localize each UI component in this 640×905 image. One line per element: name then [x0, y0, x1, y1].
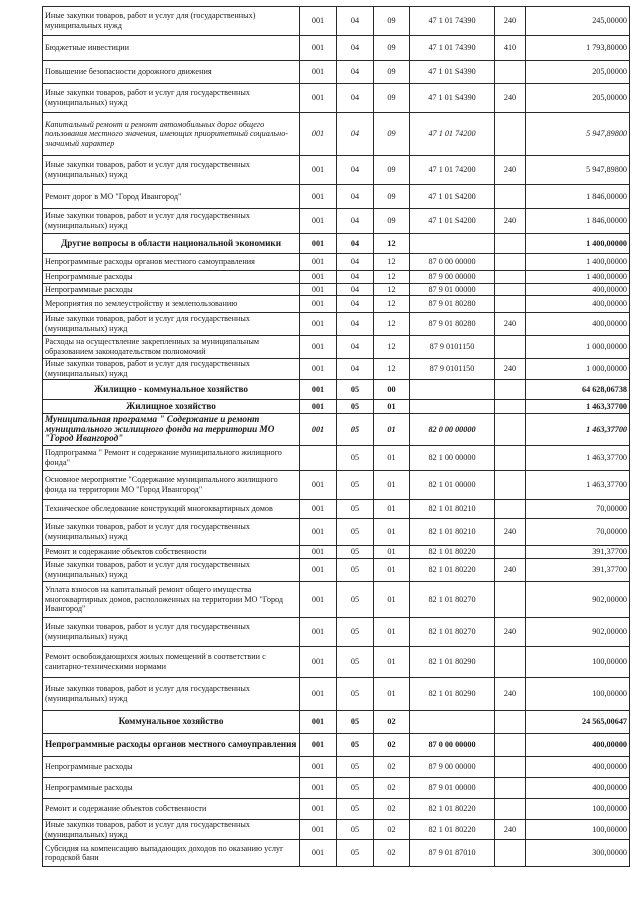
- row-target-article: 47 1 01 74200: [410, 113, 495, 156]
- row-expense-type: [495, 414, 526, 446]
- row-target-article: [410, 400, 495, 414]
- row-ved-code: 001: [300, 711, 337, 734]
- table-row: [43, 7, 630, 36]
- row-section-code: 04: [337, 271, 374, 284]
- row-section-code: 04: [337, 61, 374, 84]
- row-amount: 100,00000: [526, 799, 630, 820]
- row-name: Иные закупки товаров, работ и услуг для государственных (муниципальных) нужд: [43, 678, 300, 711]
- table-row: [43, 359, 630, 380]
- row-amount: 245,00000: [526, 7, 630, 36]
- row-name: Иные закупки товаров, работ и услуг для государственных (муниципальных) нужд: [43, 156, 300, 185]
- row-amount: 1 463,37700: [526, 471, 630, 500]
- row-ved-code: 001: [300, 582, 337, 618]
- row-section-code: 04: [337, 7, 374, 36]
- row-section-code: 05: [337, 546, 374, 559]
- row-amount: 1 463,37700: [526, 446, 630, 471]
- row-expense-type: [495, 185, 526, 209]
- row-expense-type: 240: [495, 559, 526, 582]
- table-row: [43, 799, 630, 820]
- row-ved-code: 001: [300, 113, 337, 156]
- row-subsection-code: 12: [374, 271, 410, 284]
- row-expense-type: 240: [495, 84, 526, 113]
- row-section-code: 04: [337, 359, 374, 380]
- row-name: Непрограммные расходы: [43, 284, 300, 296]
- row-amount: 1 400,00000: [526, 271, 630, 284]
- row-name: Жилищно - коммунальное хозяйство: [43, 380, 300, 400]
- row-expense-type: 240: [495, 678, 526, 711]
- row-subsection-code: 02: [374, 840, 410, 867]
- row-section-code: 04: [337, 113, 374, 156]
- row-ved-code: 001: [300, 36, 337, 61]
- row-ved-code: 001: [300, 647, 337, 678]
- row-target-article: 47 1 01 S4200: [410, 185, 495, 209]
- row-amount: 300,00000: [526, 840, 630, 867]
- row-subsection-code: 02: [374, 799, 410, 820]
- row-name: Иные закупки товаров, работ и услуг для государственных (муниципальных) нужд: [43, 84, 300, 113]
- row-expense-type: [495, 296, 526, 313]
- row-ved-code: 001: [300, 336, 337, 359]
- row-amount: 100,00000: [526, 678, 630, 711]
- row-target-article: 82 0 00 00000: [410, 414, 495, 446]
- row-subsection-code: 01: [374, 471, 410, 500]
- row-expense-type: [495, 113, 526, 156]
- row-section-code: 04: [337, 156, 374, 185]
- table-row: [43, 234, 630, 254]
- row-expense-type: [495, 234, 526, 254]
- row-section-code: 05: [337, 647, 374, 678]
- row-expense-type: 240: [495, 156, 526, 185]
- row-amount: 902,00000: [526, 618, 630, 647]
- row-target-article: 87 9 00 00000: [410, 271, 495, 284]
- row-amount: 1 846,00000: [526, 209, 630, 234]
- row-subsection-code: 12: [374, 254, 410, 271]
- row-target-article: 47 1 01 74390: [410, 7, 495, 36]
- row-amount: 400,00000: [526, 284, 630, 296]
- row-amount: 64 628,06738: [526, 380, 630, 400]
- row-ved-code: 001: [300, 471, 337, 500]
- row-section-code: 05: [337, 414, 374, 446]
- table-row: [43, 711, 630, 734]
- row-target-article: [410, 380, 495, 400]
- row-subsection-code: 01: [374, 546, 410, 559]
- row-section-code: 05: [337, 471, 374, 500]
- budget-table-body: [43, 7, 630, 867]
- row-expense-type: [495, 647, 526, 678]
- table-row: [43, 519, 630, 546]
- row-expense-type: [495, 757, 526, 778]
- row-name: Мероприятия по землеустройству и землепользованию: [43, 296, 300, 313]
- row-target-article: 87 9 01 80280: [410, 313, 495, 336]
- row-expense-type: [495, 500, 526, 519]
- row-target-article: 87 9 01 80280: [410, 296, 495, 313]
- row-name: Непрограммные расходы: [43, 778, 300, 799]
- row-expense-type: 240: [495, 618, 526, 647]
- row-subsection-code: 01: [374, 647, 410, 678]
- row-subsection-code: 02: [374, 757, 410, 778]
- row-expense-type: 240: [495, 359, 526, 380]
- table-row: [43, 380, 630, 400]
- row-amount: 1 400,00000: [526, 254, 630, 271]
- row-ved-code: 001: [300, 156, 337, 185]
- row-name: Иные закупки товаров, работ и услуг для государственных (муниципальных) нужд: [43, 559, 300, 582]
- row-section-code: 05: [337, 582, 374, 618]
- table-row: [43, 678, 630, 711]
- row-subsection-code: 01: [374, 559, 410, 582]
- row-subsection-code: 12: [374, 284, 410, 296]
- row-ved-code: 001: [300, 7, 337, 36]
- row-target-article: 82 1 01 80270: [410, 582, 495, 618]
- row-expense-type: [495, 711, 526, 734]
- table-row: [43, 61, 630, 84]
- row-subsection-code: 01: [374, 519, 410, 546]
- row-amount: 400,00000: [526, 757, 630, 778]
- row-subsection-code: 09: [374, 84, 410, 113]
- row-section-code: 05: [337, 618, 374, 647]
- row-expense-type: 240: [495, 820, 526, 840]
- row-section-code: 05: [337, 840, 374, 867]
- row-subsection-code: 09: [374, 113, 410, 156]
- row-amount: 5 947,89800: [526, 156, 630, 185]
- row-section-code: 04: [337, 234, 374, 254]
- row-amount: 205,00000: [526, 61, 630, 84]
- row-amount: 70,00000: [526, 500, 630, 519]
- table-row: [43, 500, 630, 519]
- row-name: Непрограммные расходы: [43, 271, 300, 284]
- row-amount: 100,00000: [526, 820, 630, 840]
- row-target-article: [410, 711, 495, 734]
- row-ved-code: 001: [300, 313, 337, 336]
- table-row: [43, 113, 630, 156]
- table-row: [43, 313, 630, 336]
- row-section-code: 05: [337, 500, 374, 519]
- row-subsection-code: 01: [374, 618, 410, 647]
- table-row: [43, 209, 630, 234]
- row-target-article: 87 9 0101150: [410, 336, 495, 359]
- row-target-article: 82 1 01 80220: [410, 799, 495, 820]
- row-expense-type: [495, 61, 526, 84]
- row-amount: 1 000,00000: [526, 336, 630, 359]
- row-subsection-code: 09: [374, 209, 410, 234]
- row-ved-code: 001: [300, 778, 337, 799]
- row-target-article: 82 1 01 00000: [410, 471, 495, 500]
- row-amount: 400,00000: [526, 778, 630, 799]
- row-target-article: [410, 234, 495, 254]
- row-expense-type: [495, 840, 526, 867]
- row-target-article: 82 1 01 80220: [410, 559, 495, 582]
- row-amount: 24 565,00647: [526, 711, 630, 734]
- row-subsection-code: 02: [374, 711, 410, 734]
- row-ved-code: 001: [300, 678, 337, 711]
- row-target-article: 47 1 01 74200: [410, 156, 495, 185]
- row-name: Коммунальное хозяйство: [43, 711, 300, 734]
- row-section-code: 04: [337, 313, 374, 336]
- row-ved-code: 001: [300, 209, 337, 234]
- table-row: [43, 618, 630, 647]
- row-expense-type: 410: [495, 36, 526, 61]
- row-ved-code: 001: [300, 618, 337, 647]
- row-name: Другие вопросы в области национальной экономики: [43, 234, 300, 254]
- row-subsection-code: 02: [374, 778, 410, 799]
- row-subsection-code: 01: [374, 446, 410, 471]
- row-name: Иные закупки товаров, работ и услуг для государственных (муниципальных) нужд: [43, 359, 300, 380]
- table-row: [43, 271, 630, 284]
- table-row: [43, 254, 630, 271]
- row-name: Непрограммные расходы органов местного самоуправления: [43, 734, 300, 757]
- row-expense-type: [495, 400, 526, 414]
- row-amount: 400,00000: [526, 734, 630, 757]
- row-subsection-code: 01: [374, 414, 410, 446]
- row-ved-code: 001: [300, 734, 337, 757]
- row-ved-code: 001: [300, 185, 337, 209]
- table-row: [43, 446, 630, 471]
- table-row: [43, 757, 630, 778]
- row-amount: 1 463,37700: [526, 400, 630, 414]
- row-subsection-code: 00: [374, 380, 410, 400]
- row-name: Повышение безопасности дорожного движения: [43, 61, 300, 84]
- row-target-article: 82 1 00 00000: [410, 446, 495, 471]
- row-ved-code: 001: [300, 61, 337, 84]
- table-row: [43, 84, 630, 113]
- table-row: [43, 284, 630, 296]
- row-subsection-code: 12: [374, 336, 410, 359]
- table-row: [43, 559, 630, 582]
- row-section-code: 05: [337, 400, 374, 414]
- row-expense-type: 240: [495, 209, 526, 234]
- row-target-article: 47 1 01 S4200: [410, 209, 495, 234]
- row-expense-type: [495, 254, 526, 271]
- row-subsection-code: 01: [374, 500, 410, 519]
- row-amount: 400,00000: [526, 296, 630, 313]
- row-section-code: 05: [337, 678, 374, 711]
- row-subsection-code: 02: [374, 734, 410, 757]
- row-target-article: 47 1 01 74390: [410, 36, 495, 61]
- row-ved-code: 001: [300, 296, 337, 313]
- row-expense-type: 240: [495, 313, 526, 336]
- row-target-article: 82 1 01 80270: [410, 618, 495, 647]
- row-subsection-code: 09: [374, 156, 410, 185]
- row-expense-type: 240: [495, 519, 526, 546]
- row-name: Основное мероприятие "Содержание муниципального жилищного фонда на территории МО "Город Ивангород": [43, 471, 300, 500]
- row-expense-type: [495, 582, 526, 618]
- row-target-article: 87 9 00 00000: [410, 757, 495, 778]
- table-row: [43, 582, 630, 618]
- row-ved-code: 001: [300, 380, 337, 400]
- row-ved-code: 001: [300, 271, 337, 284]
- row-subsection-code: 01: [374, 400, 410, 414]
- row-expense-type: [495, 778, 526, 799]
- row-amount: 1 846,00000: [526, 185, 630, 209]
- row-section-code: 04: [337, 185, 374, 209]
- row-expense-type: [495, 734, 526, 757]
- row-subsection-code: 01: [374, 582, 410, 618]
- row-ved-code: 001: [300, 559, 337, 582]
- table-row: [43, 296, 630, 313]
- row-ved-code: 001: [300, 254, 337, 271]
- row-name: Бюджетные инвестиции: [43, 36, 300, 61]
- row-amount: 400,00000: [526, 313, 630, 336]
- row-target-article: 87 9 01 87010: [410, 840, 495, 867]
- row-ved-code: 001: [300, 359, 337, 380]
- row-name: Муниципальная программа " Содержание и ремонт муниципального жилищного фонда на территории МО "Город Ивангород": [43, 414, 300, 446]
- row-name: Ремонт дорог в МО "Город Ивангород": [43, 185, 300, 209]
- row-section-code: 05: [337, 820, 374, 840]
- row-ved-code: 001: [300, 546, 337, 559]
- row-section-code: 04: [337, 296, 374, 313]
- row-name: Иные закупки товаров, работ и услуг для государственных (муниципальных) нужд: [43, 313, 300, 336]
- row-name: Субсидия на компенсацию выпадающих доходов по оказанию услуг городской бани: [43, 840, 300, 867]
- row-section-code: 04: [337, 84, 374, 113]
- row-section-code: 05: [337, 559, 374, 582]
- row-target-article: 87 0 00 00000: [410, 734, 495, 757]
- row-ved-code: 001: [300, 757, 337, 778]
- row-ved-code: 001: [300, 284, 337, 296]
- row-amount: 1 463,37700: [526, 414, 630, 446]
- row-ved-code: 001: [300, 820, 337, 840]
- row-section-code: 05: [337, 380, 374, 400]
- row-amount: 902,00000: [526, 582, 630, 618]
- row-name: Расходы на осуществление закрепленных за муниципальным образованием законодательством полномочий: [43, 336, 300, 359]
- row-name: Непрограммные расходы: [43, 757, 300, 778]
- row-target-article: 87 9 01 00000: [410, 284, 495, 296]
- row-section-code: 05: [337, 757, 374, 778]
- row-name: Иные закупки товаров, работ и услуг для государственных (муниципальных) нужд: [43, 209, 300, 234]
- row-name: Иные закупки товаров, работ и услуг для (государственных) муниципальных нужд: [43, 7, 300, 36]
- row-subsection-code: 01: [374, 678, 410, 711]
- row-name: Капитальный ремонт и ремонт автомобильных дорог общего пользования местного значения, имеющих приоритетный социально-значимый характер: [43, 113, 300, 156]
- row-section-code: 05: [337, 711, 374, 734]
- row-target-article: 87 9 0101150: [410, 359, 495, 380]
- row-target-article: 82 1 01 80290: [410, 647, 495, 678]
- row-expense-type: [495, 336, 526, 359]
- row-subsection-code: 09: [374, 36, 410, 61]
- row-name: Ремонт и содержание объектов собственности: [43, 799, 300, 820]
- row-name: Уплата взносов на капитальный ремонт общего имущества многоквартирных домов, расположенных на территории МО "Город Ивангород": [43, 582, 300, 618]
- row-section-code: 05: [337, 799, 374, 820]
- row-target-article: 87 0 00 00000: [410, 254, 495, 271]
- row-name: Ремонт освобождающихся жилых помещений в соответствии с санитарно-техническими нормами: [43, 647, 300, 678]
- row-section-code: 04: [337, 209, 374, 234]
- row-subsection-code: 12: [374, 234, 410, 254]
- row-ved-code: [300, 446, 337, 471]
- row-section-code: 04: [337, 254, 374, 271]
- row-ved-code: 001: [300, 414, 337, 446]
- table-row: [43, 36, 630, 61]
- table-row: [43, 156, 630, 185]
- row-target-article: 82 1 01 80210: [410, 500, 495, 519]
- row-expense-type: 240: [495, 7, 526, 36]
- row-amount: 391,37700: [526, 546, 630, 559]
- row-amount: 1 400,00000: [526, 234, 630, 254]
- row-ved-code: 001: [300, 500, 337, 519]
- table-row: [43, 778, 630, 799]
- row-ved-code: 001: [300, 519, 337, 546]
- table-row: [43, 336, 630, 359]
- row-subsection-code: 09: [374, 185, 410, 209]
- row-name: Непрограммные расходы органов местного самоуправления: [43, 254, 300, 271]
- row-section-code: 05: [337, 778, 374, 799]
- row-target-article: 47 1 01 S4390: [410, 61, 495, 84]
- row-target-article: 82 1 01 80210: [410, 519, 495, 546]
- row-name: Жилищное хозяйство: [43, 400, 300, 414]
- row-target-article: 47 1 01 S4390: [410, 84, 495, 113]
- row-section-code: 04: [337, 336, 374, 359]
- row-amount: 391,37700: [526, 559, 630, 582]
- table-row: [43, 185, 630, 209]
- row-amount: 1 793,80000: [526, 36, 630, 61]
- row-target-article: 82 1 01 80290: [410, 678, 495, 711]
- row-amount: 100,00000: [526, 647, 630, 678]
- row-ved-code: 001: [300, 799, 337, 820]
- row-amount: 5 947,89800: [526, 113, 630, 156]
- row-ved-code: 001: [300, 234, 337, 254]
- row-expense-type: [495, 380, 526, 400]
- row-subsection-code: 12: [374, 359, 410, 380]
- row-amount: 70,00000: [526, 519, 630, 546]
- row-name: Подпрограмма " Ремонт и содержание муниципального жилищного фонда": [43, 446, 300, 471]
- table-row: [43, 734, 630, 757]
- row-target-article: 82 1 01 80220: [410, 820, 495, 840]
- row-subsection-code: 12: [374, 296, 410, 313]
- row-subsection-code: 02: [374, 820, 410, 840]
- row-target-article: 82 1 01 80220: [410, 546, 495, 559]
- row-amount: 1 000,00000: [526, 359, 630, 380]
- row-name: Иные закупки товаров, работ и услуг для государственных (муниципальных) нужд: [43, 618, 300, 647]
- budget-table: [42, 6, 630, 867]
- table-row: [43, 414, 630, 446]
- table-row: [43, 647, 630, 678]
- table-row: [43, 840, 630, 867]
- row-expense-type: [495, 271, 526, 284]
- row-name: Иные закупки товаров, работ и услуг для государственных (муниципальных) нужд: [43, 820, 300, 840]
- row-expense-type: [495, 284, 526, 296]
- row-subsection-code: 09: [374, 61, 410, 84]
- table-row: [43, 546, 630, 559]
- row-section-code: 05: [337, 519, 374, 546]
- table-row: [43, 820, 630, 840]
- row-subsection-code: 12: [374, 313, 410, 336]
- row-subsection-code: 09: [374, 7, 410, 36]
- row-amount: 205,00000: [526, 84, 630, 113]
- row-expense-type: [495, 471, 526, 500]
- row-name: Иные закупки товаров, работ и услуг для государственных (муниципальных) нужд: [43, 519, 300, 546]
- row-section-code: 05: [337, 446, 374, 471]
- row-section-code: 04: [337, 36, 374, 61]
- row-name: Техническое обследование конструкций многоквартирных домов: [43, 500, 300, 519]
- row-ved-code: 001: [300, 400, 337, 414]
- table-row: [43, 471, 630, 500]
- table-row: [43, 400, 630, 414]
- row-expense-type: [495, 546, 526, 559]
- row-target-article: 87 9 01 00000: [410, 778, 495, 799]
- row-name: Ремонт и содержание объектов собственности: [43, 546, 300, 559]
- row-section-code: 04: [337, 284, 374, 296]
- row-ved-code: 001: [300, 84, 337, 113]
- row-ved-code: 001: [300, 840, 337, 867]
- row-section-code: 05: [337, 734, 374, 757]
- row-expense-type: [495, 446, 526, 471]
- row-expense-type: [495, 799, 526, 820]
